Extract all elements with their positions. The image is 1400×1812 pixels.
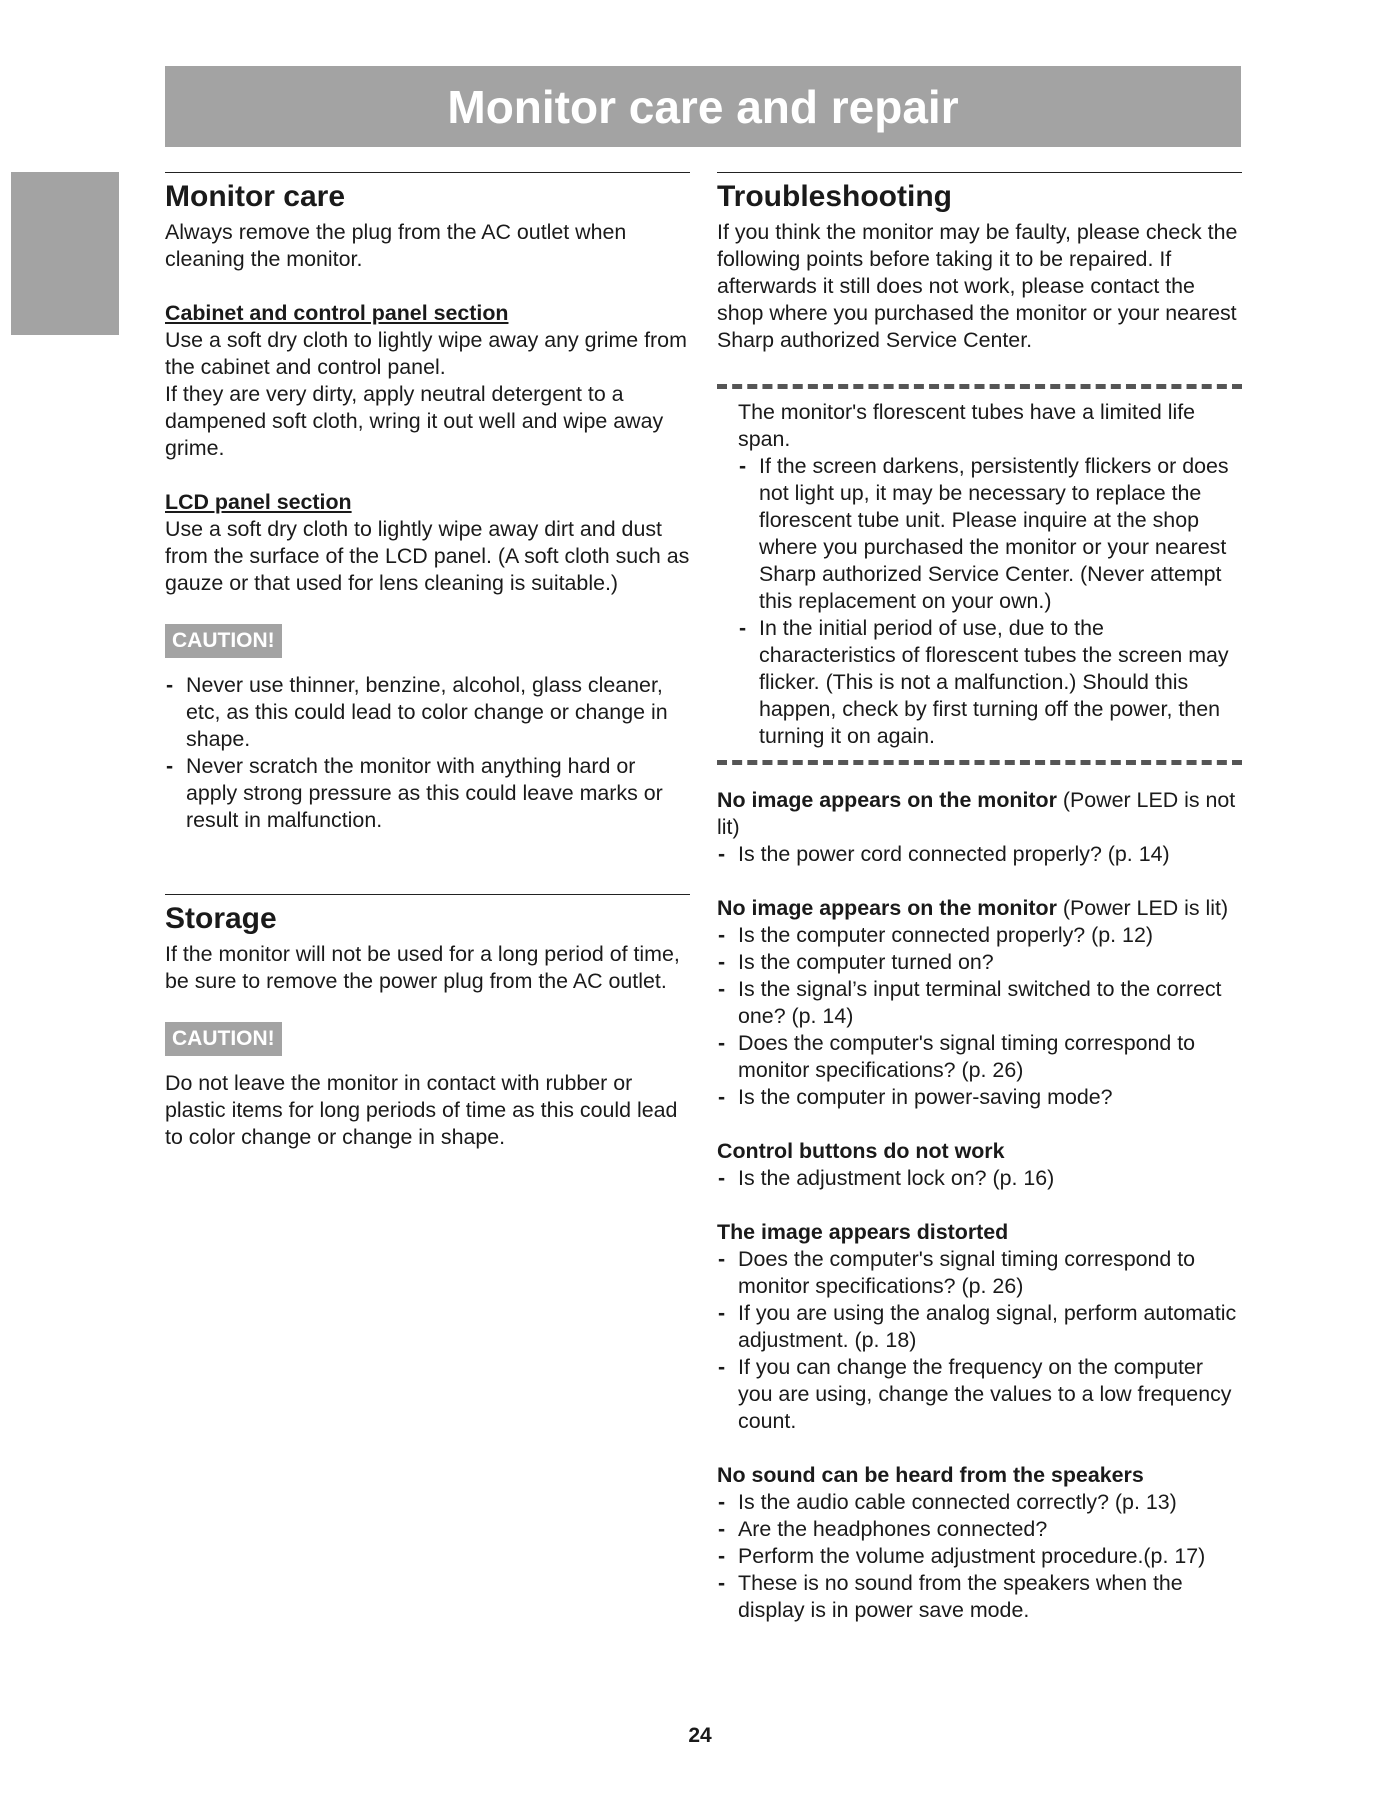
note-box (717, 389, 1242, 760)
page-title: Monitor care and repair (165, 66, 1241, 147)
section-rule (165, 894, 690, 895)
lcd-text: Use a soft dry cloth to lightly wipe away dirt and dust from the surface of the LCD panel. (A soft cloth such as gauze or that used for lens cleaning is suitable.) (165, 517, 690, 595)
caution-list (165, 672, 690, 834)
symptom-heading: Control buttons do not work (717, 1139, 1005, 1163)
monitor-care-intro: Always remove the plug from the AC outlet when cleaning the monitor. (165, 220, 627, 271)
page-number: 24 (688, 1724, 712, 1747)
section-rule (165, 172, 690, 173)
caution-label: CAUTION! (165, 1022, 282, 1056)
symptom-heading: No sound can be heard from the speakers (717, 1463, 1144, 1487)
list-item: - These is no sound from the speakers when the display is in power save mode. (717, 1570, 1242, 1624)
symptom-list (717, 1165, 1242, 1192)
symptom-list (717, 922, 1242, 1111)
symptom-heading: No image appears on the monitor (Power LED is not lit) (717, 788, 1236, 839)
lcd-heading: LCD panel section (165, 490, 352, 514)
cabinet-heading: Cabinet and control panel section (165, 301, 509, 325)
list-item: - Is the signal’s input terminal switched to the correct one? (p. 14) (717, 976, 1242, 1030)
list-item: - Is the audio cable connected correctly? (p. 13) (717, 1489, 1242, 1516)
section-tab-marker (11, 172, 119, 335)
caution-label: CAUTION! (165, 624, 282, 658)
list-item: - If you are using the analog signal, perform automatic adjustment. (p. 18) (717, 1300, 1242, 1354)
symptom-heading: The image appears distorted (717, 1220, 1009, 1244)
troubleshooting-intro: If you think the monitor may be faulty, please check the following points before taking it to be repaired. If afterwards it still does not work, please contact the shop where you purchased the monitor or your nearest Sharp authorized Service Center. (717, 220, 1238, 352)
monitor-care-heading: Monitor care (165, 180, 346, 213)
list-item: - Is the power cord connected properly? (p. 14) (717, 841, 1242, 868)
left-column (165, 172, 690, 1151)
list-item: - Is the computer connected properly? (p. 12) (717, 922, 1242, 949)
cabinet-text-2: If they are very dirty, apply neutral detergent to a dampened soft cloth, wring it out well and wipe away grime. (165, 382, 664, 460)
list-item: - Does the computer's signal timing correspond to monitor specifications? (p. 26) (717, 1246, 1242, 1300)
list-item: - Is the computer in power-saving mode? (717, 1084, 1242, 1111)
storage-caution-text: Do not leave the monitor in contact with rubber or plastic items for long periods of time as this could lead to color change or change in shape. (165, 1071, 678, 1149)
list-item: - If you can change the frequency on the computer you are using, change the values to a low frequency count. (717, 1354, 1242, 1435)
list-item: - Is the computer turned on? (717, 949, 1242, 976)
troubleshooting-heading: Troubleshooting (717, 180, 952, 213)
storage-text: If the monitor will not be used for a long period of time, be sure to remove the power plug from the AC outlet. (165, 942, 680, 993)
list-item: - Never scratch the monitor with anything hard or apply strong pressure as this could leave marks or result in malfunction. (165, 753, 690, 834)
symptom-list (717, 841, 1242, 868)
list-item: - Perform the volume adjustment procedure.(p. 17) (717, 1543, 1242, 1570)
cabinet-text-1: Use a soft dry cloth to lightly wipe away any grime from the cabinet and control panel. (165, 328, 687, 379)
symptom-list (717, 1489, 1242, 1624)
symptom-list (717, 1246, 1242, 1435)
list-item: - Never use thinner, benzine, alcohol, glass cleaner, etc, as this could lead to color change or change in shape. (165, 672, 690, 753)
note-intro: The monitor's florescent tubes have a limited life span. (738, 400, 1196, 451)
storage-heading: Storage (165, 902, 277, 935)
right-column (717, 172, 1242, 1624)
list-item: - In the initial period of use, due to the characteristics of florescent tubes the screen may flicker. (This is not a malfunction.) Should this happen, check by first turning off the power, then turning it on again. (738, 615, 1242, 750)
list-item: - Is the adjustment lock on? (p. 16) (717, 1165, 1242, 1192)
note-list (738, 453, 1242, 750)
list-item: - Are the headphones connected? (717, 1516, 1242, 1543)
section-rule (717, 172, 1242, 173)
list-item: - Does the computer's signal timing correspond to monitor specifications? (p. 26) (717, 1030, 1242, 1084)
list-item: - If the screen darkens, persistently flickers or does not light up, it may be necessary to replace the florescent tube unit. Please inquire at the shop where you purchased the monitor or your nearest Sharp authorized Service Center. (Never attempt this replacement on your own.) (738, 453, 1242, 615)
symptom-heading: No image appears on the monitor (Power LED is lit) (717, 896, 1229, 920)
